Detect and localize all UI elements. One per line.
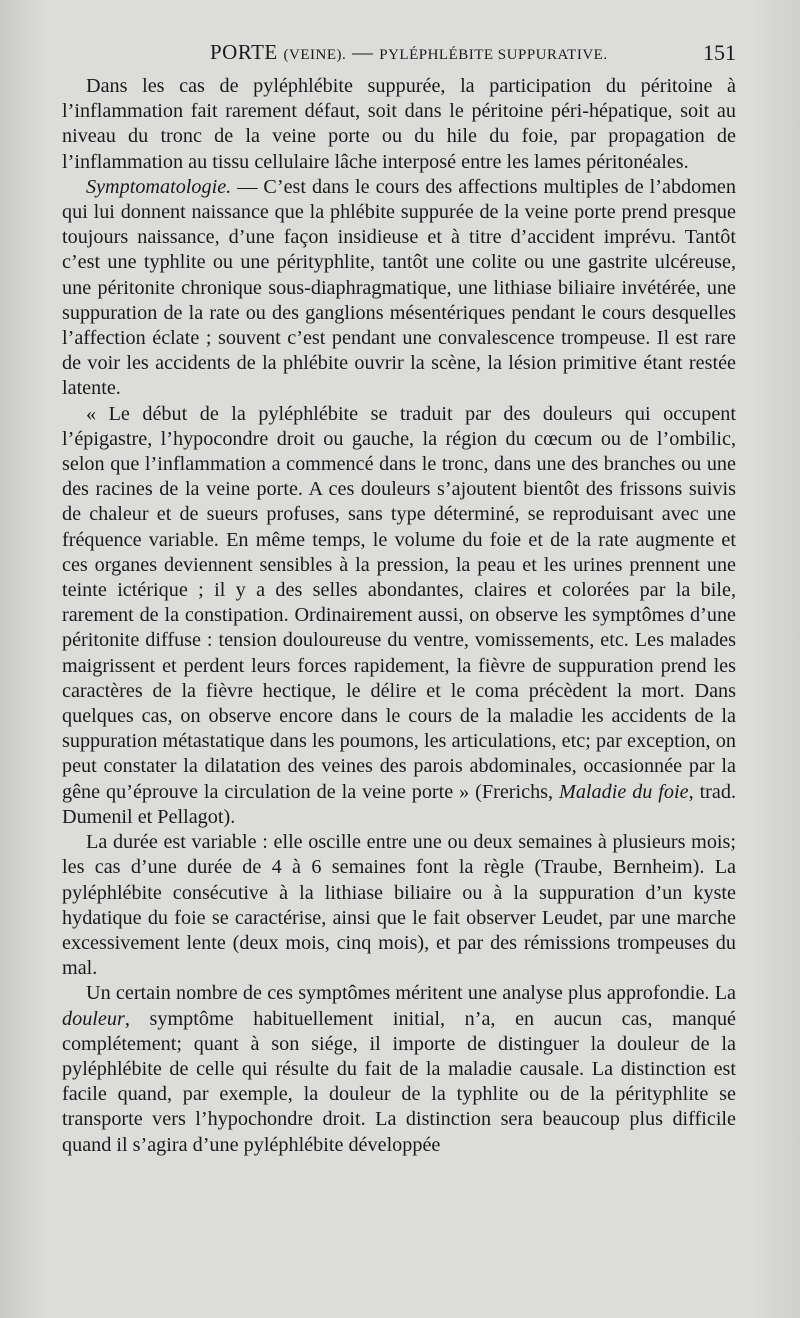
paragraph-1: Dans les cas de pyléphlébite suppurée, la participation du péritoine à l’inflammation fait rarement défaut, soit dans le péritoine péri-hépatique, soit au niveau du tronc de la veine porte ou du hile du foie, par propagation de l’inflammation au tissu cellulaire lâche interposé entre les lames péritonéales. [62,75,736,173]
page-number: 151 [703,40,736,65]
citation-title: Maladie du foie [559,780,689,803]
paragraph-5-text-start: Un certain nombre de ces symptômes méritent une analyse plus approfondie. La [86,982,736,1005]
body-text [62,74,736,1158]
paragraph-3 [62,402,736,830]
title-paren: (VEINE). [283,47,347,63]
paragraph-5-text-end: , symptôme habituellement initial, n’a, en aucun cas, manqué complétement; quant à son siége, il importe de distinguer la douleur de la pyléphlébite de celle qui résulte du fait de la maladie causale. La distinction est facile quand, par exemple, la douleur de la typhlite ou de la pérityphlite se transporte vers l’hypochondre droit. La distinction sera beaucoup plus difficile quand il s’agira d’une pyléphlébite développée [62,1007,736,1156]
paragraph-4: La durée est variable : elle oscille entre une ou deux semaines à plusieurs mois; les cas d’une durée de 4 à 6 semaines font la règle (Traube, Bernheim). La pyléphlébite consécutive à la lithiase biliaire ou à la suppuration d’un kyste hydatique du foie se caractérise, ainsi que le fait observer Leudet, par une marche excessivement lente (deux mois, cinq mois), et par des rémissions trompeuses du mal. [62,831,736,980]
paragraph-2 [62,175,736,402]
title-main: PORTE [210,40,278,64]
title-sub: PYLÉPHLÉBITE SUPPURATIVE. [379,47,608,63]
paragraph-2-text: — C’est dans le cours des affections multiples de l’abdomen qui lui donnent naissance que la phlébite suppurée de la veine porte prend presque toujours naissance, d’une façon insidieuse et à titre d’accident imprévu. Tantôt c’est une typhlite ou une pérityphlite, tantôt une colite ou une gastrite ulcéreuse, une péritonite chronique sous-diaphragmatique, une lithiase biliaire invétérée, une suppuration de la rate ou des ganglions mésentériques pendant le cours desquelles l’affection éclate ; souvent c’est pendant une convalescence trompeuse. Il est rare de voir les accidents de la phlébite ouvrir la scène, la lésion primitive étant restée latente. [62,175,736,400]
term-douleur: douleur [62,1007,125,1030]
running-title [210,40,608,65]
section-heading-symptomatologie: Symptomatologie. [86,175,232,198]
paragraph-3-text-end: , trad. Dumenil et Pellagot). [62,780,736,828]
paragraph-3-text-start: « Le début de la pyléphlébite se traduit par des douleurs qui occupent l’épigastre, l’hypocondre droit ou gauche, la région du cœcum ou de l’ombilic, selon que l’inflammation a commencé dans le tronc, dans une des branches ou une des racines de la veine porte. A ces douleurs s’ajoutent bientôt des frissons suivis de chaleur et de sueurs profuses, sans type déterminé, se reproduisant avec une fréquence variable. En même temps, le volume du foie et de la rate augmente et ces organes deviennent sensibles à la pression, la peau et les urines prennent une teinte ictérique ; il y a des selles abondantes, claires et colorées par la bile, rarement de la constipation. Ordinairement aussi, on observe les symptômes d’une péritonite diffuse : tension douloureuse du ventre, vomissements, etc. Les malades maigrissent et perdent leurs forces rapidement, la fièvre de suppuration prend les caractères de la fièvre hectique, le délire et le coma précèdent la mort. Dans quelques cas, on observe encore dans le cours de la maladie les accidents de la suppuration métastatique dans les poumons, les articulations, etc; par exception, on peut constater la dilatation des veines des parois abdominales, occasionnée par la gêne qu’éprouve la circulation de la veine porte » (Frerichs, [62,402,736,803]
paragraph-5 [62,981,736,1157]
title-dash: — [351,40,374,64]
running-header [60,40,740,72]
